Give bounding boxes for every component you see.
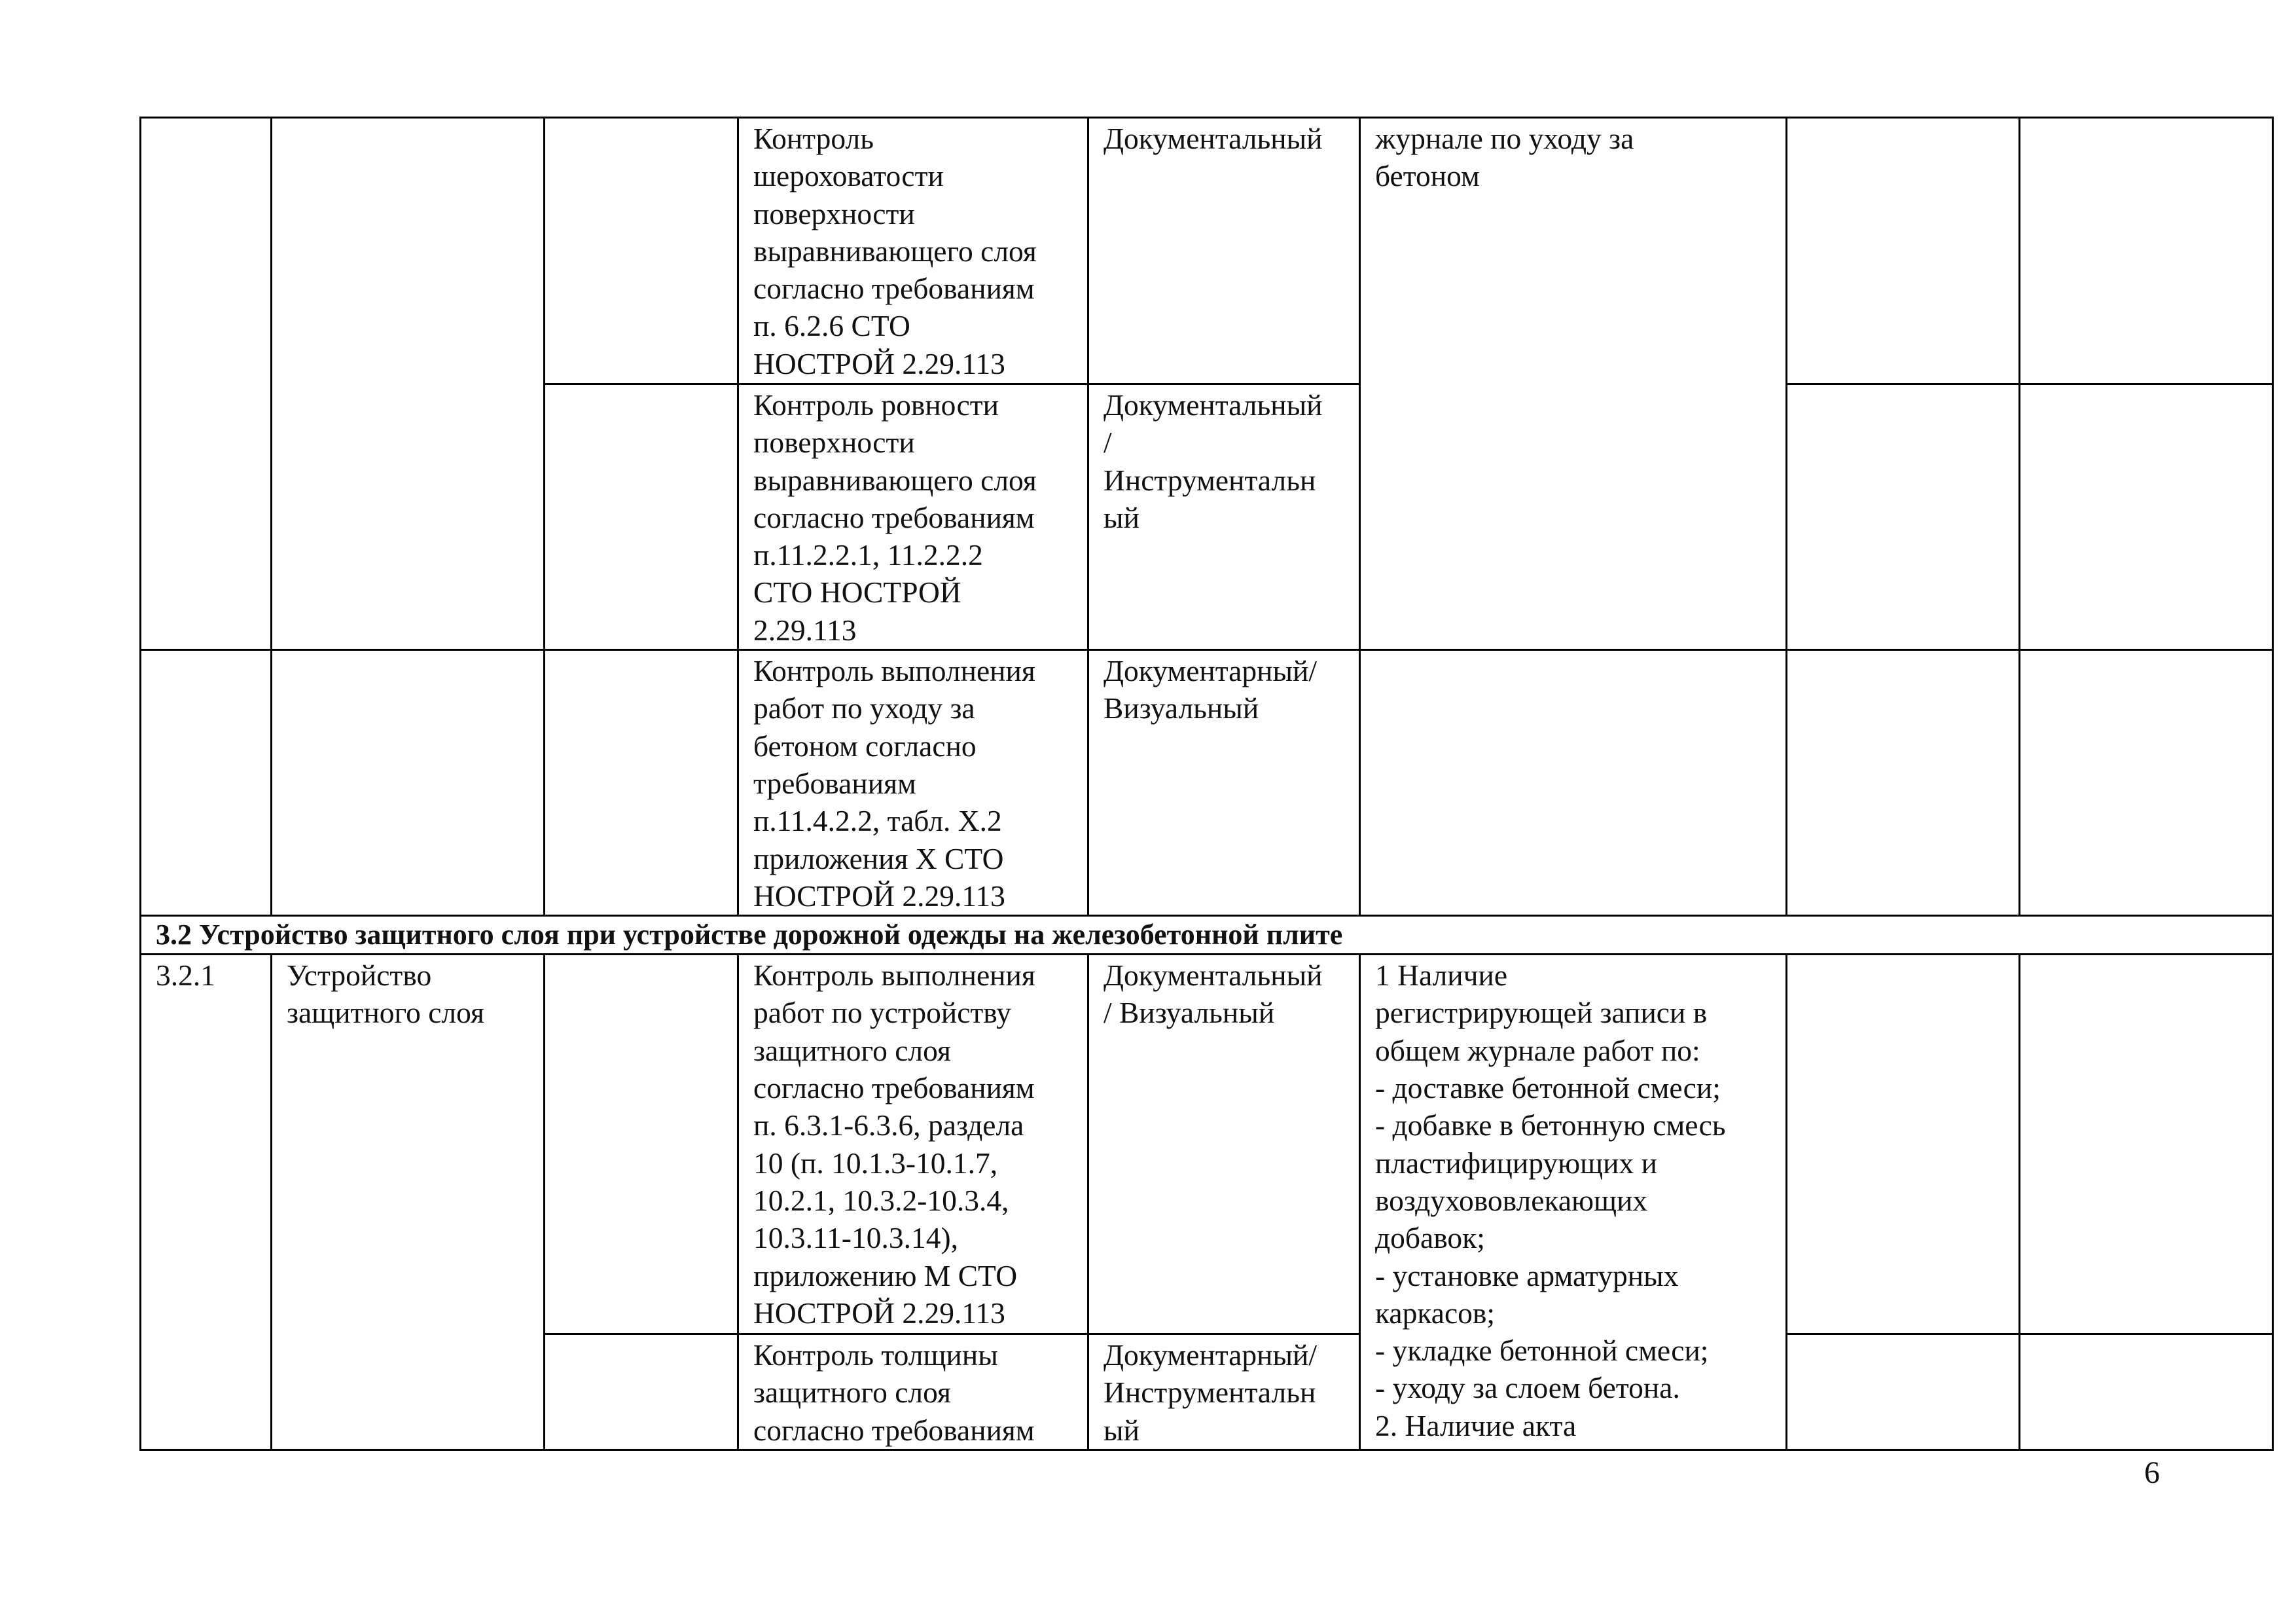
item-number-cell — [141, 118, 272, 650]
extra-cell — [2020, 384, 2273, 650]
item-number-cell: 3.2.1 — [141, 955, 272, 1450]
control-method-cell: Документальный / Визуальный — [1088, 955, 1360, 1334]
extra-cell — [1787, 650, 2020, 916]
item-name-cell — [272, 650, 545, 916]
item-name-cell — [272, 118, 545, 650]
control-check-cell: Контроль шероховатости поверхности выравнивающего слоя согласно требованиям п. 6.2.6 СТО НОСТРОЙ 2.29.113 — [738, 118, 1088, 384]
inspection-table — [139, 117, 2274, 1451]
extra-cell — [2020, 650, 2273, 916]
control-check-cell: Контроль толщины защитного слоя согласно требованиям — [738, 1334, 1088, 1450]
extra-cell — [1787, 1334, 2020, 1450]
control-stage-cell — [545, 1334, 738, 1450]
control-method-cell: Документальный / Инструментальн ый — [1088, 384, 1360, 650]
control-stage-cell — [545, 955, 738, 1334]
evidence-cell — [1360, 650, 1787, 916]
control-check-cell: Контроль ровности поверхности выравнивающего слоя согласно требованиям п.11.2.2.1, 11.2.2.2 СТО НОСТРОЙ 2.29.113 — [738, 384, 1088, 650]
control-check-cell: Контроль выполнения работ по устройству защитного слоя согласно требованиям п. 6.3.1-6.3.6, раздела 10 (п. 10.1.3-10.1.7, 10.2.1, 10.3.2-10.3.4, 10.3.11-10.3.14), приложению М СТО НОСТРОЙ 2.29.113 — [738, 955, 1088, 1334]
section-heading-row — [141, 916, 2273, 955]
table-row — [141, 955, 2273, 1334]
control-stage-cell — [545, 118, 738, 384]
page-number: 6 — [2144, 1455, 2160, 1490]
section-heading: 3.2 Устройство защитного слоя при устройстве дорожной одежды на железобетонной плите — [141, 916, 2273, 955]
extra-cell — [1787, 955, 2020, 1334]
evidence-cell: 1 Наличие регистрирующей записи в общем журнале работ по: - доставке бетонной смеси; - добавке в бетонную смесь пластифицирующих и воздухововлекающих добавок; - установке арматурных каркасов; - укладке бетонной смеси; - уходу за слоем бетона. 2. Наличие акта — [1360, 955, 1787, 1450]
control-stage-cell — [545, 384, 738, 650]
extra-cell — [1787, 384, 2020, 650]
table-row — [141, 118, 2273, 384]
control-method-cell: Документальный — [1088, 118, 1360, 384]
extra-cell — [2020, 1334, 2273, 1450]
extra-cell — [1787, 118, 2020, 384]
control-stage-cell — [545, 650, 738, 916]
control-method-cell: Документарный/ Визуальный — [1088, 650, 1360, 916]
item-name-cell: Устройство защитного слоя — [272, 955, 545, 1450]
control-check-cell: Контроль выполнения работ по уходу за бетоном согласно требованиям п.11.4.2.2, табл. Х.2 приложения Х СТО НОСТРОЙ 2.29.113 — [738, 650, 1088, 916]
control-method-cell: Документарный/ Инструментальн ый — [1088, 1334, 1360, 1450]
item-number-cell — [141, 650, 272, 916]
extra-cell — [2020, 955, 2273, 1334]
table-row — [141, 650, 2273, 916]
extra-cell — [2020, 118, 2273, 384]
evidence-cell: журнале по уходу за бетоном — [1360, 118, 1787, 650]
